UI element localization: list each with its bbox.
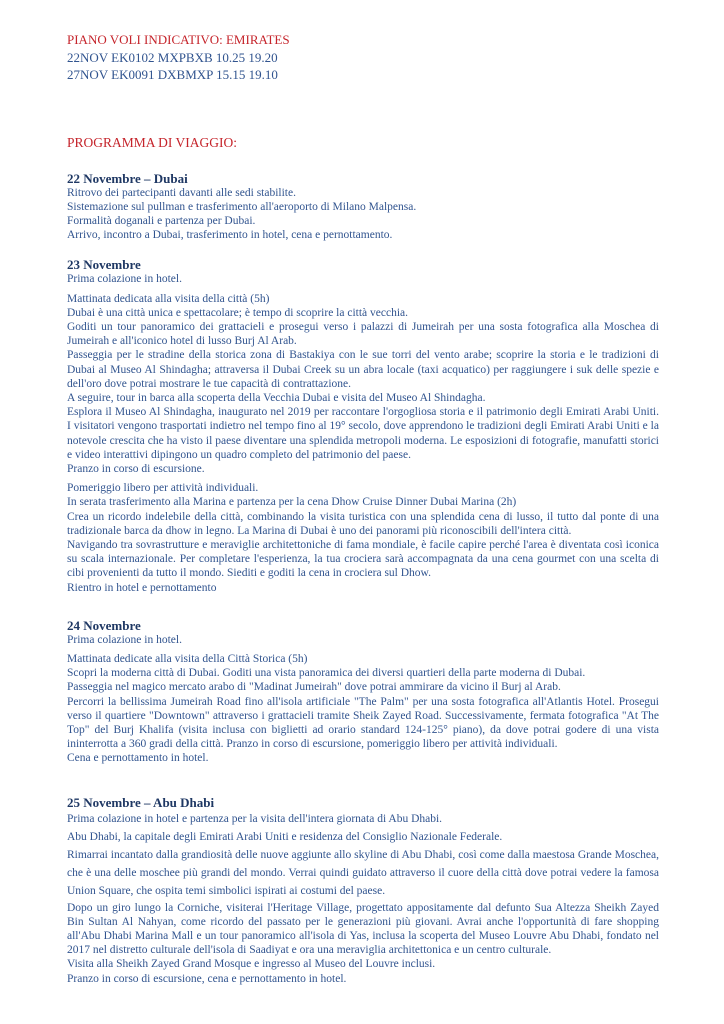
- paragraph: Prima colazione in hotel.: [67, 273, 182, 286]
- paragraph: A seguire, tour in barca alla scoperta della Vecchia Dubai e visita del Museo Al Shindagha.: [67, 391, 486, 404]
- section-body: [67, 272, 659, 594]
- paragraph: Pranzo in corso di escursione, cena e pernottamento in hotel.: [67, 972, 347, 985]
- paragraph: Sistemazione sul pullman e trasferimento all'aeroporto di Milano Malpensa.: [67, 200, 417, 213]
- paragraph: Dubai è una città unica e spettacolare; è tempo di scoprire la città vecchia.: [67, 306, 409, 319]
- section-body: [67, 810, 659, 986]
- flight-line-return: 27NOV EK0091 DXBMXP 15.15 19.10: [67, 67, 278, 82]
- paragraph: Abu Dhabi, la capitale degli Emirati Arabi Uniti e residenza del Consiglio Nazionale Federale.: [67, 830, 503, 843]
- section-heading: 24 Novembre: [67, 617, 141, 633]
- paragraph: Navigando tra sovrastrutture e meraviglie architettoniche di fama mondiale, è facile capire perché l'area è diventata così iconica su scala internazionale. Per completare l'esperienza, la tua crociera sarà accompagnata da una cena gourmet con una scelta di cibi provenienti da tutto il mondo. Siediti e goditi la cena in crociera sul Dhow.: [67, 538, 659, 580]
- document-content: [67, 31, 659, 986]
- flight-plan-block: [67, 31, 659, 84]
- paragraph: Ritrovo dei partecipanti davanti alle sedi stabilite.: [67, 186, 296, 199]
- paragraph: Arrivo, incontro a Dubai, trasferimento in hotel, cena e pernottamento.: [67, 229, 393, 242]
- paragraph: Esplora il Museo Al Shindagha, inaugurato nel 2019 per raccontare l'orgogliosa storia e il patrimonio degli Emirati Arabi Uniti. I visitatori vengono trasportati indietro nel tempo fino al 19° secolo, dove apprendono le tradizioni degli Emirati Arabi Uniti e la notevole crescita che ha visto il paese diventare una splendida metropoli moderna. Le esposizioni di fotografie, manufatti storici e video interattivi dipingono un quadro completo del patrimonio del paese.: [67, 406, 659, 461]
- paragraph: Mattinata dedicata alla visita della città (5h): [67, 292, 270, 305]
- paragraph: Formalità doganali e partenza per Dubai.: [67, 214, 256, 227]
- paragraph: Pranzo in corso di escursione.: [67, 462, 205, 475]
- paragraph: Passeggia per le stradine della storica zona di Bastakiya con le sue torri del vento arabe; scoprire la storia e le tradizioni di Dubai al Museo Al Shindagha; attraversa il Dubai Creek su un abra locale (taxi acquatico) per raggiungere i suk delle spezie e dell'oro dove potrai mostrare le tue capacità di contrattazione.: [67, 349, 659, 390]
- paragraph: Rimarrai incantato dalla grandiosità delle nuove aggiunte allo skyline di Abu Dhabi, così come dalla maestosa Grande Moschea, che è una delle moschee più grandi del mondo. Verrai quindi guidato attraverso il cuore della città dove potrai vedere la famosa Union Square, che ospita temi simbolici ispirati ai costumi del paese.: [67, 849, 659, 898]
- paragraph: Dopo un giro lungo la Corniche, visiterai l'Heritage Village, progettato appositamente dal defunto Sua Altezza Sheikh Zayed Bin Sultan Al Nahyan, come ricordo del passato per le generazioni più giovani. Avrai anche l'opportunità di fare shopping all'Abu Dhabi Marina Mall e un tour panoramico all'isola di Yas, inclusa la scoperta del Museo Louvre Abu Dhabi, fondato nel 2017 nel distretto culturale dell'isola di Saadiyat e ora una meraviglia architettonica e un centro culturale.: [67, 901, 659, 957]
- section-body: [67, 186, 659, 243]
- paragraph: Goditi un tour panoramico dei grattacieli e prosegui verso i palazzi di Jumeirah per una sosta fotografica alla Moschea di Jumeirah e all'iconico hotel di lusso Burj Al Arab.: [67, 320, 659, 348]
- paragraph: Rientro in hotel e pernottamento: [67, 581, 217, 594]
- program-title: PROGRAMMA DI VIAGGIO:: [67, 134, 238, 150]
- paragraph: Crea un ricordo indelebile della città, combinando la visita turistica con una splendida cena di lusso, il tutto dal ponte di una tradizionale barca da dhow in legno. La Marina di Dubai è uno dei panorami più riconoscibili dell'intera città.: [67, 510, 659, 537]
- section-22-novembre: [67, 171, 659, 243]
- section-heading: 23 Novembre: [67, 257, 141, 273]
- paragraph: Scopri la moderna città di Dubai. Goditi una vista panoramica dei diversi quartieri della parte moderna di Dubai.: [67, 667, 586, 680]
- paragraph: Pomeriggio libero per attività individuali.: [67, 482, 259, 495]
- section-24-novembre: [67, 618, 659, 766]
- paragraph: Prima colazione in hotel e partenza per la visita dell'intera giornata di Abu Dhabi.: [67, 812, 443, 825]
- paragraph: Visita alla Sheikh Zayed Grand Mosque e ingresso al Museo del Louvre inclusi.: [67, 958, 436, 971]
- paragraph: Passeggia nel magico mercato arabo di "Madinat Jumeirah" dove potrai ammirare da vicino il Burj al Arab.: [67, 681, 561, 694]
- section-body: [67, 633, 659, 766]
- paragraph: Cena e pernottamento in hotel.: [67, 752, 209, 765]
- flight-plan-title: PIANO VOLI INDICATIVO: EMIRATES: [67, 32, 290, 47]
- paragraph: Prima colazione in hotel.: [67, 633, 182, 646]
- section-heading: 25 Novembre – Abu Dhabi: [67, 794, 215, 810]
- flight-line-outbound: 22NOV EK0102 MXPBXB 10.25 19.20: [67, 49, 278, 65]
- section-25-novembre: [67, 795, 659, 986]
- paragraph: In serata trasferimento alla Marina e partenza per la cena Dhow Cruise Dinner Dubai Marina (2h): [67, 496, 517, 509]
- section-23-novembre: [67, 257, 659, 594]
- paragraph: Percorri la bellissima Jumeirah Road fino all'isola artificiale "The Palm" per una sosta fotografica all'Atlantis Hotel. Prosegui verso il quartiere "Downtown" attraverso i grattacieli tramite Sheik Zayed Road. Successivamente, fermata fotografica "At The Top" del Burj Khalifa (visita inclusa con biglietti ad orario standard 124-125° piano), da dove potrai godere di una vista ininterrotta a 360 gradi della città. Pranzo in corso di escursione, pomeriggio libero per attività individuali.: [67, 695, 659, 751]
- section-heading: 22 Novembre – Dubai: [67, 170, 188, 186]
- paragraph: Mattinata dedicate alla visita della Città Storica (5h): [67, 652, 308, 665]
